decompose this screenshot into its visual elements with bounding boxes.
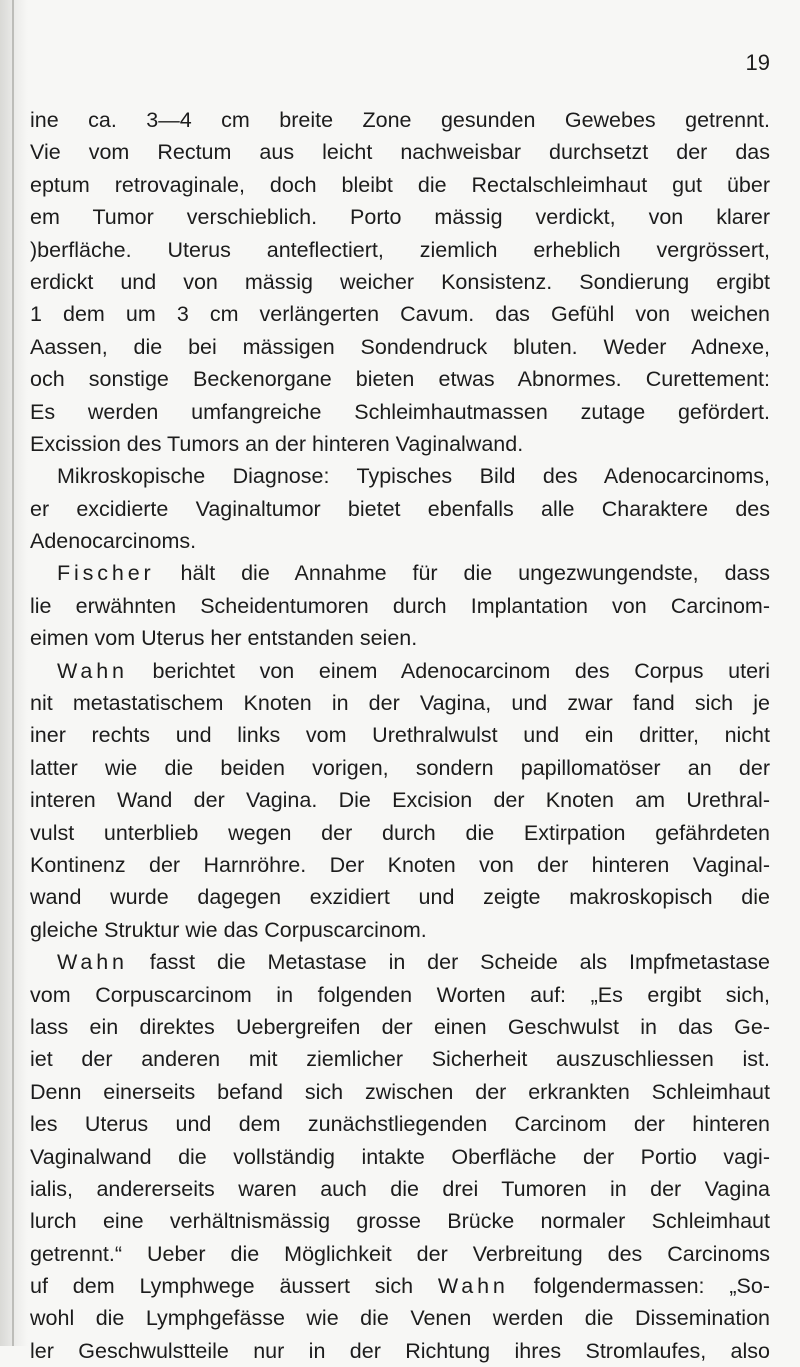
text-line <box>30 298 770 330</box>
line-text: gleiche Struktur wie das Corpuscarcinom. <box>30 917 427 942</box>
line-text: getrennt.“ Ueber die Möglichkeit der Verbreitung des Carcinoms <box>30 1241 770 1266</box>
book-gutter <box>0 0 28 1346</box>
line-text: Aassen, die bei mässigen Sondendruck bluten. Weder Adnexe, <box>30 334 770 359</box>
line-text: )berfläche. Uterus anteflectiert, ziemlich erheblich vergrössert, <box>30 237 770 262</box>
line-text: iner rechts und links vom Urethralwulst und ein dritter, nicht <box>30 723 770 748</box>
binding-edge <box>12 0 14 1346</box>
line-text: erdickt und von mässig weicher Konsistenz. Sondierung ergibt <box>30 269 770 294</box>
line-text: iet der anderen mit ziemlicher Sicherheit auszuschliessen ist. <box>30 1047 770 1072</box>
text-line <box>30 655 770 687</box>
line-text: lurch eine verhältnismässig grosse Brücke normaler Schleimhaut <box>30 1209 770 1234</box>
text-line <box>30 557 770 589</box>
line-text: Excission des Tumors an der hinteren Vaginalwand. <box>30 431 524 456</box>
author-name: Wahn <box>57 658 128 683</box>
text-line <box>30 1270 770 1302</box>
text-line <box>30 1043 770 1075</box>
text-line <box>30 914 770 946</box>
text-line <box>30 881 770 913</box>
author-name: Wahn <box>57 950 128 975</box>
line-text: er excidierte Vaginaltumor bietet ebenfalls alle Charaktere des <box>30 496 770 521</box>
text-line <box>30 1076 770 1108</box>
text-line <box>30 622 770 654</box>
text-line <box>30 719 770 751</box>
text-line <box>30 687 770 719</box>
text-line <box>30 1238 770 1270</box>
text-line <box>30 460 770 492</box>
line-text: uf dem Lymphwege äussert sich <box>30 1274 438 1299</box>
author-name: Wahn <box>437 1274 509 1299</box>
text-line <box>30 136 770 168</box>
line-text: ine ca. 3—4 cm breite Zone gesunden Gewebes getrennt. <box>30 108 770 132</box>
line-text: berichtet von einem Adenocarcinom des Corpus uteri <box>127 658 770 683</box>
line-text: lass ein direktes Uebergreifen der einen Geschwulst in das Ge- <box>30 1014 770 1039</box>
text-line <box>30 849 770 881</box>
body-text <box>30 104 770 1367</box>
line-text: wand wurde dagegen exzidiert und zeigte makroskopisch die <box>30 885 770 910</box>
text-line <box>30 331 770 363</box>
text-line <box>30 752 770 784</box>
line-text: ler Geschwulstteile nur in der Richtung ihres Stromlaufes, also <box>30 1338 770 1363</box>
line-text: Kontinenz der Harnröhre. Der Knoten von der hinteren Vaginal- <box>30 852 770 877</box>
text-line <box>30 1302 770 1334</box>
line-text: les Uterus und dem zunächstliegenden Carcinom der hinteren <box>30 1112 770 1137</box>
line-text: Es werden umfangreiche Schleimhautmassen zutage gefördert. <box>30 399 770 424</box>
line-text: eptum retrovaginale, doch bleibt die Rectalschleimhaut gut über <box>30 172 770 197</box>
line-text: interen Wand der Vagina. Die Excision der Knoten am Urethral- <box>30 788 770 813</box>
text-line <box>30 428 770 460</box>
text-line <box>30 363 770 395</box>
text-line <box>30 1205 770 1237</box>
line-text: Denn einerseits befand sich zwischen der erkrankten Schleimhaut <box>30 1079 770 1104</box>
text-line <box>30 979 770 1011</box>
text-line <box>30 784 770 816</box>
page-number: 19 <box>745 50 770 75</box>
text-line <box>30 493 770 525</box>
text-line <box>30 946 770 978</box>
line-text: 1 dem um 3 cm verlängerten Cavum. das Gefühl von weichen <box>30 302 770 327</box>
text-line <box>30 396 770 428</box>
line-text: Adenocarcinoms. <box>30 529 197 554</box>
author-name: Fischer <box>57 561 155 586</box>
text-line <box>30 1335 770 1367</box>
line-text: Mikroskopische Diagnose: Typisches Bild des Adenocarcinoms, <box>57 464 770 489</box>
line-text: vom Corpuscarcinom in folgenden Worten auf: „Es ergibt sich, <box>30 982 770 1007</box>
line-text: lie erwähnten Scheidentumoren durch Implantation von Carcinom- <box>30 593 770 618</box>
line-text: Vaginalwand die vollständig intakte Oberfläche der Portio vagi- <box>30 1144 770 1169</box>
line-text: ialis, andererseits waren auch die drei Tumoren in der Vagina <box>30 1176 770 1201</box>
text-line <box>30 1173 770 1205</box>
line-text: och sonstige Beckenorgane bieten etwas Abnormes. Curettement: <box>30 367 770 392</box>
line-text: em Tumor verschieblich. Porto mässig verdickt, von klarer <box>30 205 770 230</box>
line-text: fasst die Metastase in der Scheide als Impfmetastase <box>127 950 770 975</box>
text-line <box>30 266 770 298</box>
line-text: eimen vom Uterus her entstanden seien. <box>30 626 418 651</box>
line-text: wohl die Lymphgefässe wie die Venen werden die Dissemination <box>30 1306 770 1331</box>
text-line <box>30 234 770 266</box>
text-line <box>30 817 770 849</box>
text-line <box>30 1141 770 1173</box>
line-text: folgendermassen: „So- <box>508 1274 770 1299</box>
line-text: Vie vom Rectum aus leicht nachweisbar durchsetzt der das <box>30 140 770 165</box>
text-line <box>30 1108 770 1140</box>
line-text: vulst unterblieb wegen der durch die Extirpation gefährdeten <box>30 820 770 845</box>
text-line <box>30 201 770 233</box>
text-line <box>30 169 770 201</box>
text-line <box>30 590 770 622</box>
text-line <box>30 1011 770 1043</box>
line-text: latter wie die beiden vorigen, sondern papillomatöser an der <box>30 755 770 780</box>
text-line <box>30 104 770 136</box>
text-line <box>30 525 770 557</box>
line-text: nit metastatischem Knoten in der Vagina, und zwar fand sich je <box>30 691 770 716</box>
line-text: hält die Annahme für die ungezwungendste, dass <box>154 561 770 586</box>
